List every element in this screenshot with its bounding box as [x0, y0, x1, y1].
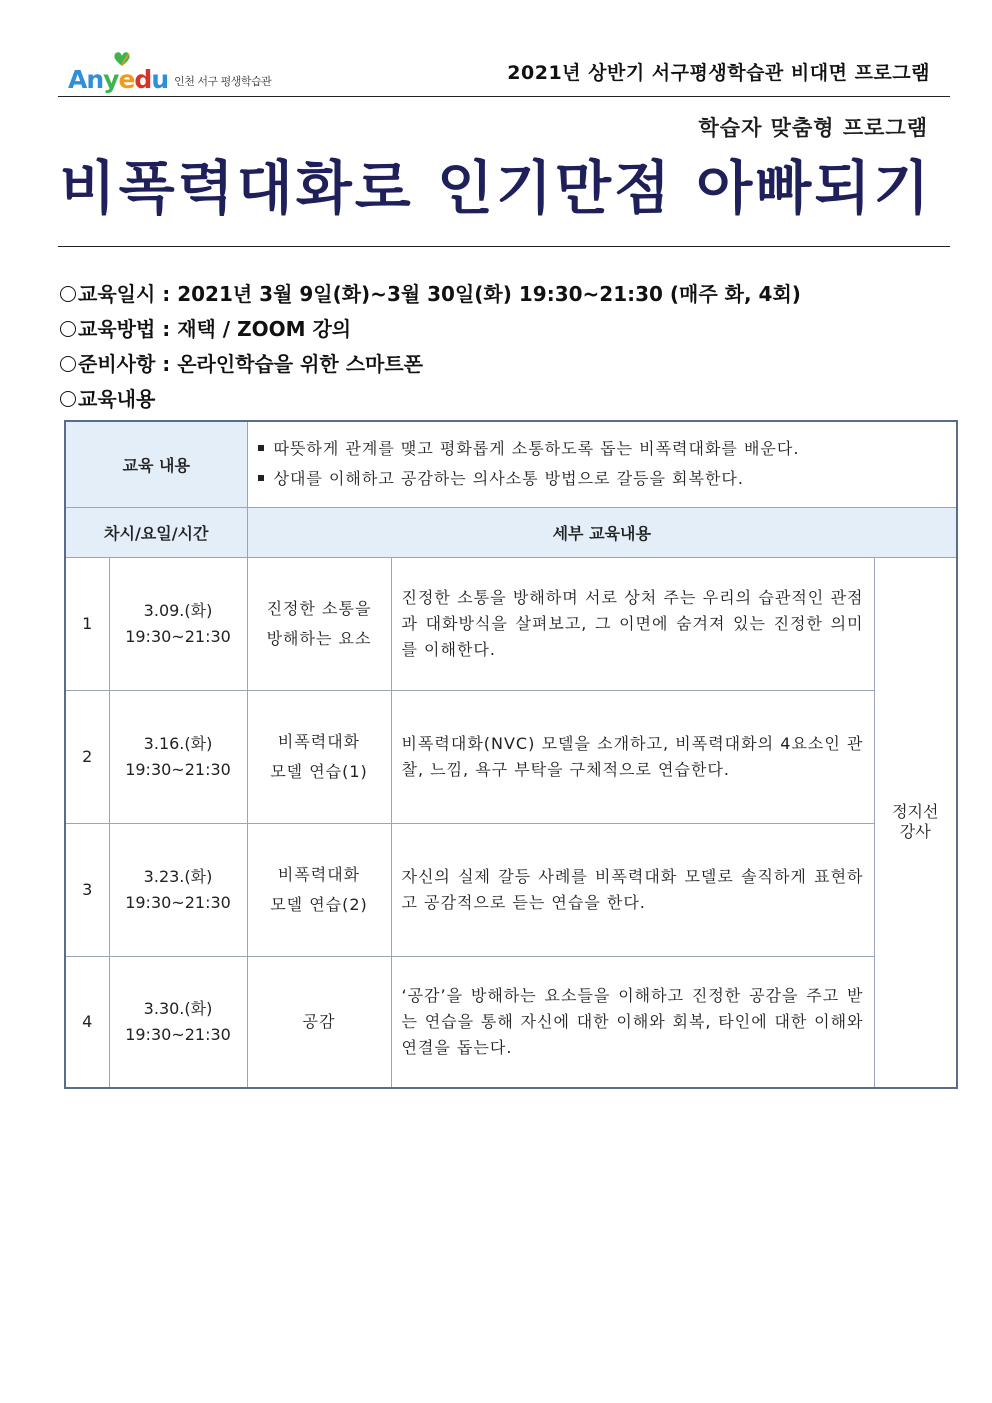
session-date: 3.23.(화) [143, 866, 213, 886]
title-divider [58, 246, 950, 247]
session-date: 3.09.(화) [143, 600, 213, 620]
logo-subtitle: 인천 서구 평생학습관 [174, 75, 272, 88]
session-datetime [109, 956, 247, 1088]
curriculum-table [64, 420, 958, 1089]
session-date: 3.30.(화) [143, 998, 213, 1018]
session-datetime [109, 690, 247, 823]
logo-part: u [151, 65, 169, 94]
session-date: 3.16.(화) [143, 733, 213, 753]
session-time: 19:30~21:30 [125, 1024, 231, 1044]
table-row [65, 956, 957, 1088]
logo-part: d [134, 65, 152, 94]
overview-items [247, 421, 957, 507]
table-row [65, 823, 957, 956]
overview-item-text: 따뜻하게 관계를 맺고 평화롭게 소통하도록 돕는 비폭력대화를 배운다. [273, 439, 800, 459]
anyedu-logo [68, 52, 271, 92]
bullet-circle-icon [60, 356, 76, 372]
bullet-circle-icon [60, 391, 76, 407]
overview-item [258, 434, 947, 464]
bullet-circle-icon [60, 321, 76, 337]
table-row [65, 557, 957, 690]
session-number: 3 [65, 823, 109, 956]
session-topic: 비폭력대화 모델 연습(1) [247, 690, 391, 823]
info-content [60, 383, 155, 412]
session-number: 1 [65, 557, 109, 690]
session-datetime [109, 823, 247, 956]
bullet-square-icon [258, 475, 264, 481]
overview-item [258, 464, 947, 494]
header-divider [58, 96, 950, 97]
session-topic: 진정한 소통을 방해하는 요소 [247, 557, 391, 690]
info-prep [60, 348, 423, 377]
info-method-text: 교육방법 : 재택 / ZOOM 강의 [78, 317, 352, 341]
col-header-detail: 세부 교육내용 [247, 507, 957, 557]
logo-part: e [118, 65, 135, 94]
overview-label: 교육 내용 [65, 421, 247, 507]
session-number: 2 [65, 690, 109, 823]
logo-heart-icon [112, 51, 132, 67]
logo-wordmark [68, 67, 168, 92]
session-topic: 공감 [247, 956, 391, 1088]
session-detail: 자신의 실제 갈등 사례를 비폭력대화 모델로 솔직하게 표현하고 공감적으로 듣는 연습을 한다. [391, 823, 874, 956]
overview-row [65, 421, 957, 507]
session-detail: ‘공감’을 방해하는 요소들을 이해하고 진정한 공감을 주고 받는 연습을 통해 자신에 대한 이해와 회복, 타인에 대한 이해와 연결을 돕는다. [391, 956, 874, 1088]
session-topic: 비폭력대화 모델 연습(2) [247, 823, 391, 956]
info-content-text: 교육내용 [78, 387, 156, 411]
program-series-title: 2021년 상반기 서구평생학습관 비대면 프로그램 [507, 62, 930, 84]
header-row [65, 507, 957, 557]
session-datetime [109, 557, 247, 690]
info-method [60, 313, 351, 342]
program-subtitle: 학습자 맞춤형 프로그램 [698, 116, 928, 140]
table-row [65, 690, 957, 823]
session-number: 4 [65, 956, 109, 1088]
instructor: 정지선 강사 [874, 557, 957, 1088]
bullet-circle-icon [60, 286, 76, 302]
info-date-text: 교육일시 : 2021년 3월 9일(화)~3월 30일(화) 19:30~21:30 (매주 화, 4회) [78, 282, 801, 306]
session-detail: 비폭력대화(NVC) 모델을 소개하고, 비폭력대화의 4요소인 관찰, 느낌, 욕구 부탁을 구체적으로 연습한다. [391, 690, 874, 823]
session-time: 19:30~21:30 [125, 626, 231, 646]
info-date [60, 278, 801, 307]
session-detail: 진정한 소통을 방해하며 서로 상처 주는 우리의 습관적인 관점과 대화방식을 살펴보고, 그 이면에 숨겨져 있는 진정한 의미를 이해한다. [391, 557, 874, 690]
session-time: 19:30~21:30 [125, 759, 231, 779]
overview-item-text: 상대를 이해하고 공감하는 의사소통 방법으로 갈등을 회복한다. [273, 469, 744, 489]
info-prep-text: 준비사항 : 온라인학습을 위한 스마트폰 [78, 352, 423, 376]
session-time: 19:30~21:30 [125, 892, 231, 912]
logo-part: An [68, 65, 104, 94]
col-header-schedule: 차시/요일/시간 [65, 507, 247, 557]
logo-part: y [103, 65, 119, 94]
bullet-square-icon [258, 445, 264, 451]
page-title: 비폭력대화로 인기만점 아빠되기 [59, 154, 933, 222]
